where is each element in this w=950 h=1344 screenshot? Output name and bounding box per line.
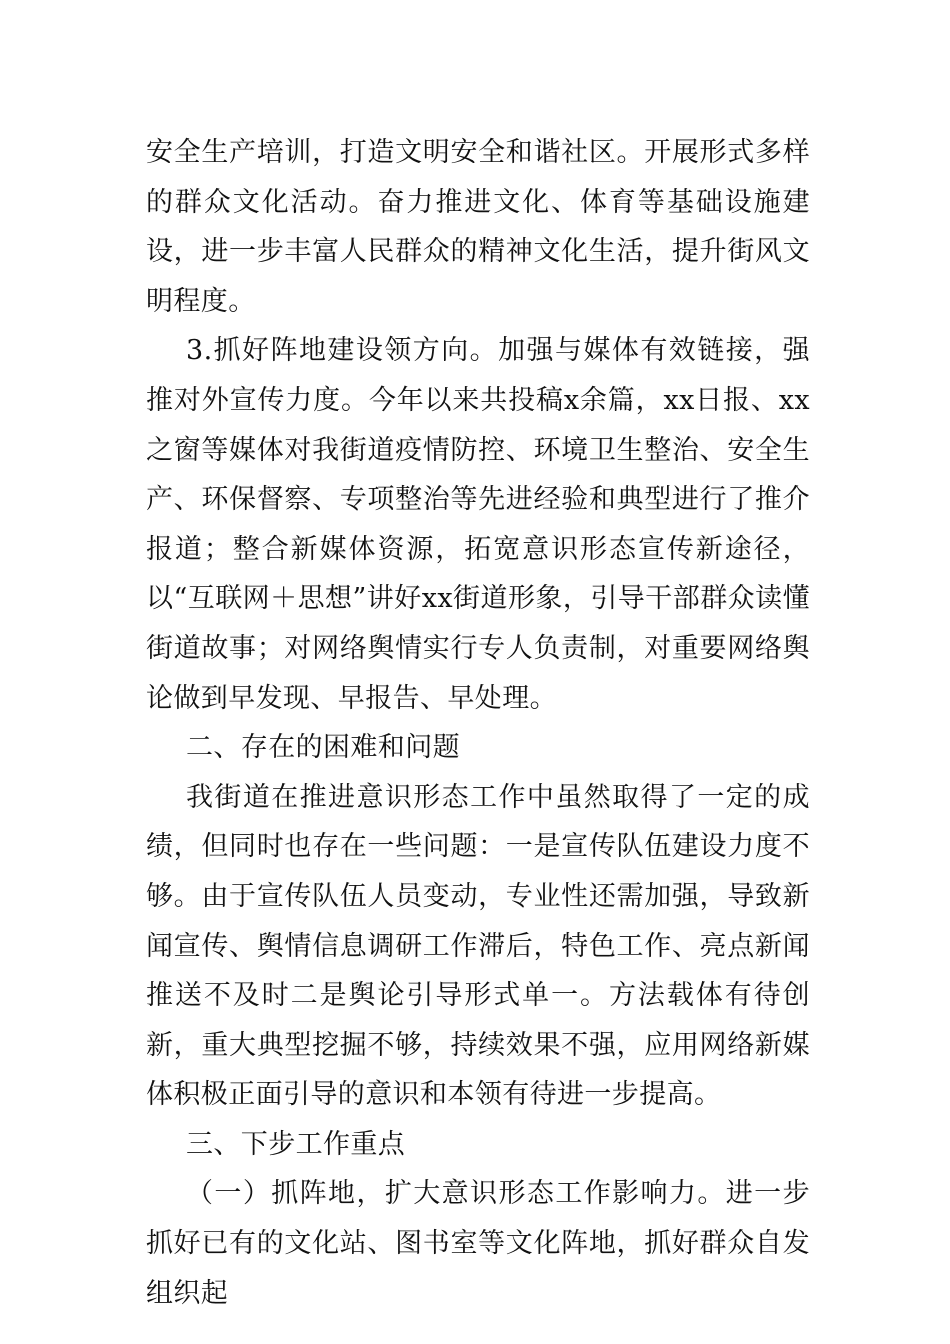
document-body: [146, 128, 810, 1318]
section-heading-3: 三、下步工作重点: [186, 1128, 406, 1160]
section-heading-2: 二、存在的困难和问题: [186, 732, 460, 764]
paragraph-item-3: 3.抓好阵地建设领方向。加强与媒体有效链接，强推对外宣传力度。今年以来共投稿x余篇，xx日报、xx之窗等媒体对我街道疫情防控、环境卫生整治、安全生产、环保督察、专项整治等先进经验和典型进行了推介报道；整合新媒体资源，拓宽意识形态宣传新途径，以“互联网＋思想”讲好xx街道形象，引导干部群众读懂街道故事；对网络舆情实行专人负责制，对重要网络舆论做到早发现、早报告、早处理。: [146, 335, 810, 714]
paragraph-next-steps-1: （一）抓阵地，扩大意识形态工作影响力。进一步抓好已有的文化站、图书室等文化阵地，抓好群众自发组织起: [146, 1178, 810, 1309]
paragraph-continuation: 安全生产培训，打造文明安全和谐社区。开展形式多样的群众文化活动。奋力推进文化、体育等基础设施建设，进一步丰富人民群众的精神文化生活，提升街风文明程度。: [146, 137, 810, 317]
paragraph-problems: 我街道在推进意识形态工作中虽然取得了一定的成绩，但同时也存在一些问题：一是宣传队伍建设力度不够。由于宣传队伍人员变动，专业性还需加强，导致新闻宣传、舆情信息调研工作滞后，特色工作、亮点新闻推送不及时二是舆论引导形式单一。方法载体有待创新，重大典型挖掘不够，持续效果不强，应用网络新媒体积极正面引导的意识和本领有待进一步提高。: [146, 781, 810, 1111]
